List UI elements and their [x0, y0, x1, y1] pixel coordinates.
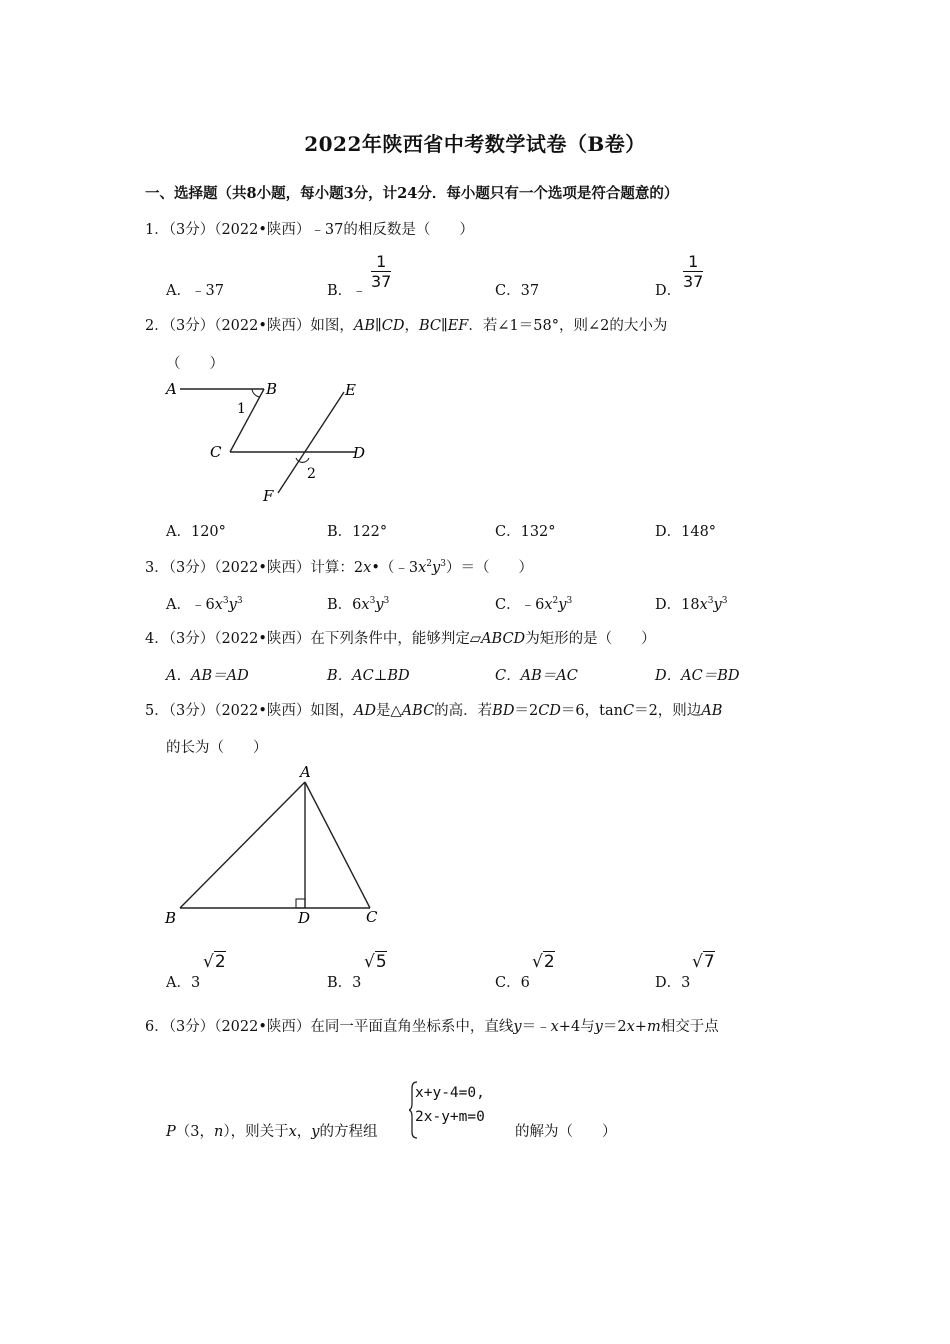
q6-text: ＝2	[602, 1019, 627, 1035]
q6-var: x	[550, 1019, 559, 1035]
q3-option-b	[327, 593, 389, 614]
option-text: C．﹣6	[495, 597, 545, 613]
option-exponent: 3	[566, 596, 573, 606]
q2-text: ∥	[375, 318, 382, 334]
radicand: 5	[375, 952, 387, 972]
q5-var: AD	[353, 703, 377, 719]
q3-exponent: 2	[426, 559, 433, 569]
side-ac	[305, 782, 370, 908]
q6-var: x	[288, 1124, 297, 1140]
label-a: A	[166, 380, 177, 398]
q6-var: n	[214, 1124, 224, 1140]
label-b: B	[266, 380, 278, 398]
section-heading: 一、选择题（共8小题，每小题3分，计24分．每小题只有一个选项是符合题意的）	[145, 185, 679, 202]
q6-text: 6．（3分）（2022•陕西）在同一平面直角坐标系中，直线	[145, 1019, 514, 1035]
option-text: A．﹣6	[166, 597, 215, 613]
radicand: 2	[214, 952, 226, 972]
angle-1-arc	[252, 389, 260, 397]
side-ab	[180, 782, 305, 908]
q5-text: 5．（3分）（2022•陕西）如图，	[145, 703, 354, 719]
q3-var: x	[418, 560, 427, 576]
question-4	[145, 627, 656, 648]
q2-figure	[160, 375, 380, 510]
q6-text: ），则关于	[223, 1124, 289, 1140]
q2-var: EF	[447, 318, 469, 334]
option-var: y	[558, 597, 567, 613]
label-c: C	[366, 908, 378, 926]
q3-text: •（﹣3	[371, 560, 419, 576]
q5-text: 的高．若	[434, 703, 493, 719]
q6-var: P	[166, 1124, 176, 1140]
label-b: B	[165, 909, 177, 927]
option-var: x	[361, 597, 370, 613]
q2-var: BC	[418, 318, 442, 334]
q3-option-a	[166, 593, 243, 614]
q3-option-d	[655, 593, 727, 614]
option-var: x	[699, 597, 708, 613]
label-d: D	[353, 444, 366, 462]
option-text: D．18	[655, 597, 700, 613]
q3-exponent: 3	[440, 559, 446, 569]
q6-var: y	[311, 1124, 320, 1140]
q4-option-a: A．AB＝AD	[166, 668, 249, 684]
option-exponent: 3	[707, 596, 714, 606]
radicand: 2	[543, 952, 555, 972]
q4-text: 为矩形的是（ ）	[525, 631, 656, 647]
q5-option-d-radical: √7	[692, 952, 715, 972]
q6-var: y	[513, 1019, 522, 1035]
q5-option-c: C．6	[495, 975, 530, 991]
equation-2: 2x-y+m=0	[415, 1109, 485, 1125]
equation-1: x+y-4=0,	[415, 1085, 485, 1101]
q5-option-b: B．3	[327, 975, 362, 991]
option-exponent: 3	[383, 596, 390, 606]
question-6-continued	[166, 1120, 377, 1141]
fraction-numerator: 1	[683, 252, 703, 272]
q6-text: +	[634, 1019, 647, 1035]
fraction-numerator: 1	[371, 252, 391, 272]
q2-option-c: C．132°	[495, 524, 556, 540]
q2-text: ∥	[441, 318, 448, 334]
question-5	[145, 699, 722, 720]
option-var: x	[214, 597, 223, 613]
q4-option-b: B．AC⊥BD	[327, 668, 410, 684]
option-exponent: 3	[222, 596, 229, 606]
option-exponent: 3	[236, 596, 243, 606]
q6-text: ，	[296, 1124, 312, 1140]
q5-figure	[160, 760, 390, 932]
q2-option-d: D．148°	[655, 524, 717, 540]
q6-text: （3，	[175, 1124, 214, 1140]
q5-text: ＝2	[514, 703, 539, 719]
q1-option-b-fraction	[371, 252, 391, 292]
question-1: 1．（3分）（2022•陕西）﹣37的相反数是（ ）	[145, 222, 474, 238]
option-var: y	[228, 597, 237, 613]
q5-var: AB	[701, 703, 723, 719]
question-2	[145, 314, 667, 335]
q4-var: ABCD	[481, 631, 526, 647]
question-6	[145, 1015, 719, 1036]
q6-var: y	[594, 1019, 603, 1035]
q4-option-c: C．AB＝AC	[495, 668, 578, 684]
angle-1-label: 1	[237, 401, 246, 417]
question-5-continued: 的长为（ ）	[166, 740, 268, 756]
q3-var: y	[432, 560, 441, 576]
q2-text: 2．（3分）（2022•陕西）如图，	[145, 318, 354, 334]
option-exponent: 3	[721, 596, 728, 606]
q6-var: m	[646, 1019, 661, 1035]
option-exponent: 3	[369, 596, 376, 606]
question-6-tail: 的解为（ ）	[515, 1124, 617, 1140]
q1-option-d: D．	[655, 283, 682, 299]
radicand: 7	[703, 952, 715, 972]
q4-option-d: D．AC＝BD	[655, 668, 740, 684]
label-a: A	[300, 763, 311, 781]
line-bc	[230, 389, 264, 452]
q6-text: 的方程组	[319, 1124, 378, 1140]
q1-option-b: B．﹣	[327, 283, 367, 299]
q2-var: AB	[353, 318, 376, 334]
question-3	[145, 556, 533, 577]
label-e: E	[345, 381, 356, 399]
option-var: y	[375, 597, 384, 613]
option-text: B．6	[327, 597, 362, 613]
q1-option-a: A．﹣37	[166, 283, 224, 299]
page-title: 2022年陕西省中考数学试卷（B卷）	[304, 132, 646, 156]
label-c: C	[210, 443, 222, 461]
q5-option-a-radical: √2	[203, 952, 226, 972]
angle-2-label: 2	[307, 466, 316, 482]
q5-text: ＝2，则边	[634, 703, 702, 719]
q3-var: x	[363, 560, 372, 576]
q6-text: ＝﹣	[521, 1019, 551, 1035]
label-d: D	[298, 909, 311, 927]
q2-option-a: A．120°	[166, 524, 226, 540]
equation-system	[415, 1081, 485, 1129]
q5-var: CD	[538, 703, 561, 719]
q5-var: ABC	[401, 703, 435, 719]
q6-text: +4与	[558, 1019, 595, 1035]
q2-option-b: B．122°	[327, 524, 388, 540]
option-var: y	[713, 597, 722, 613]
q2-var: CD	[381, 318, 405, 334]
q1-option-d-fraction	[683, 252, 703, 292]
q5-option-c-radical: √2	[532, 952, 555, 972]
q5-option-a: A．3	[166, 975, 201, 991]
question-2-continued: （ ）	[166, 356, 224, 372]
q2-text: ．若∠1＝58°，则∠2的大小为	[468, 318, 668, 334]
q5-text: 是△	[376, 703, 402, 719]
fraction-denominator: 37	[683, 272, 704, 291]
label-f: F	[263, 487, 274, 505]
q6-var: x	[626, 1019, 635, 1035]
q5-option-d: D．3	[655, 975, 691, 991]
option-var: x	[544, 597, 553, 613]
q6-text: 相交于点	[660, 1019, 719, 1035]
option-exponent: 2	[552, 596, 559, 606]
right-angle-mark	[296, 899, 305, 908]
q5-text: ＝6，tan	[560, 703, 623, 719]
q2-text: ，	[404, 318, 419, 334]
fraction-denominator: 37	[371, 272, 392, 291]
q5-var: BD	[492, 703, 515, 719]
q3-option-c	[495, 593, 572, 614]
q4-text: 4．（3分）（2022•陕西）在下列条件中，能够判定▱	[145, 631, 482, 647]
q5-option-b-radical: √5	[364, 952, 387, 972]
q3-text: 3．（3分）（2022•陕西）计算：2	[145, 560, 364, 576]
q5-var: C	[622, 703, 635, 719]
q3-text: ）＝（ ）	[445, 560, 533, 576]
q1-option-c: C．37	[495, 283, 540, 299]
